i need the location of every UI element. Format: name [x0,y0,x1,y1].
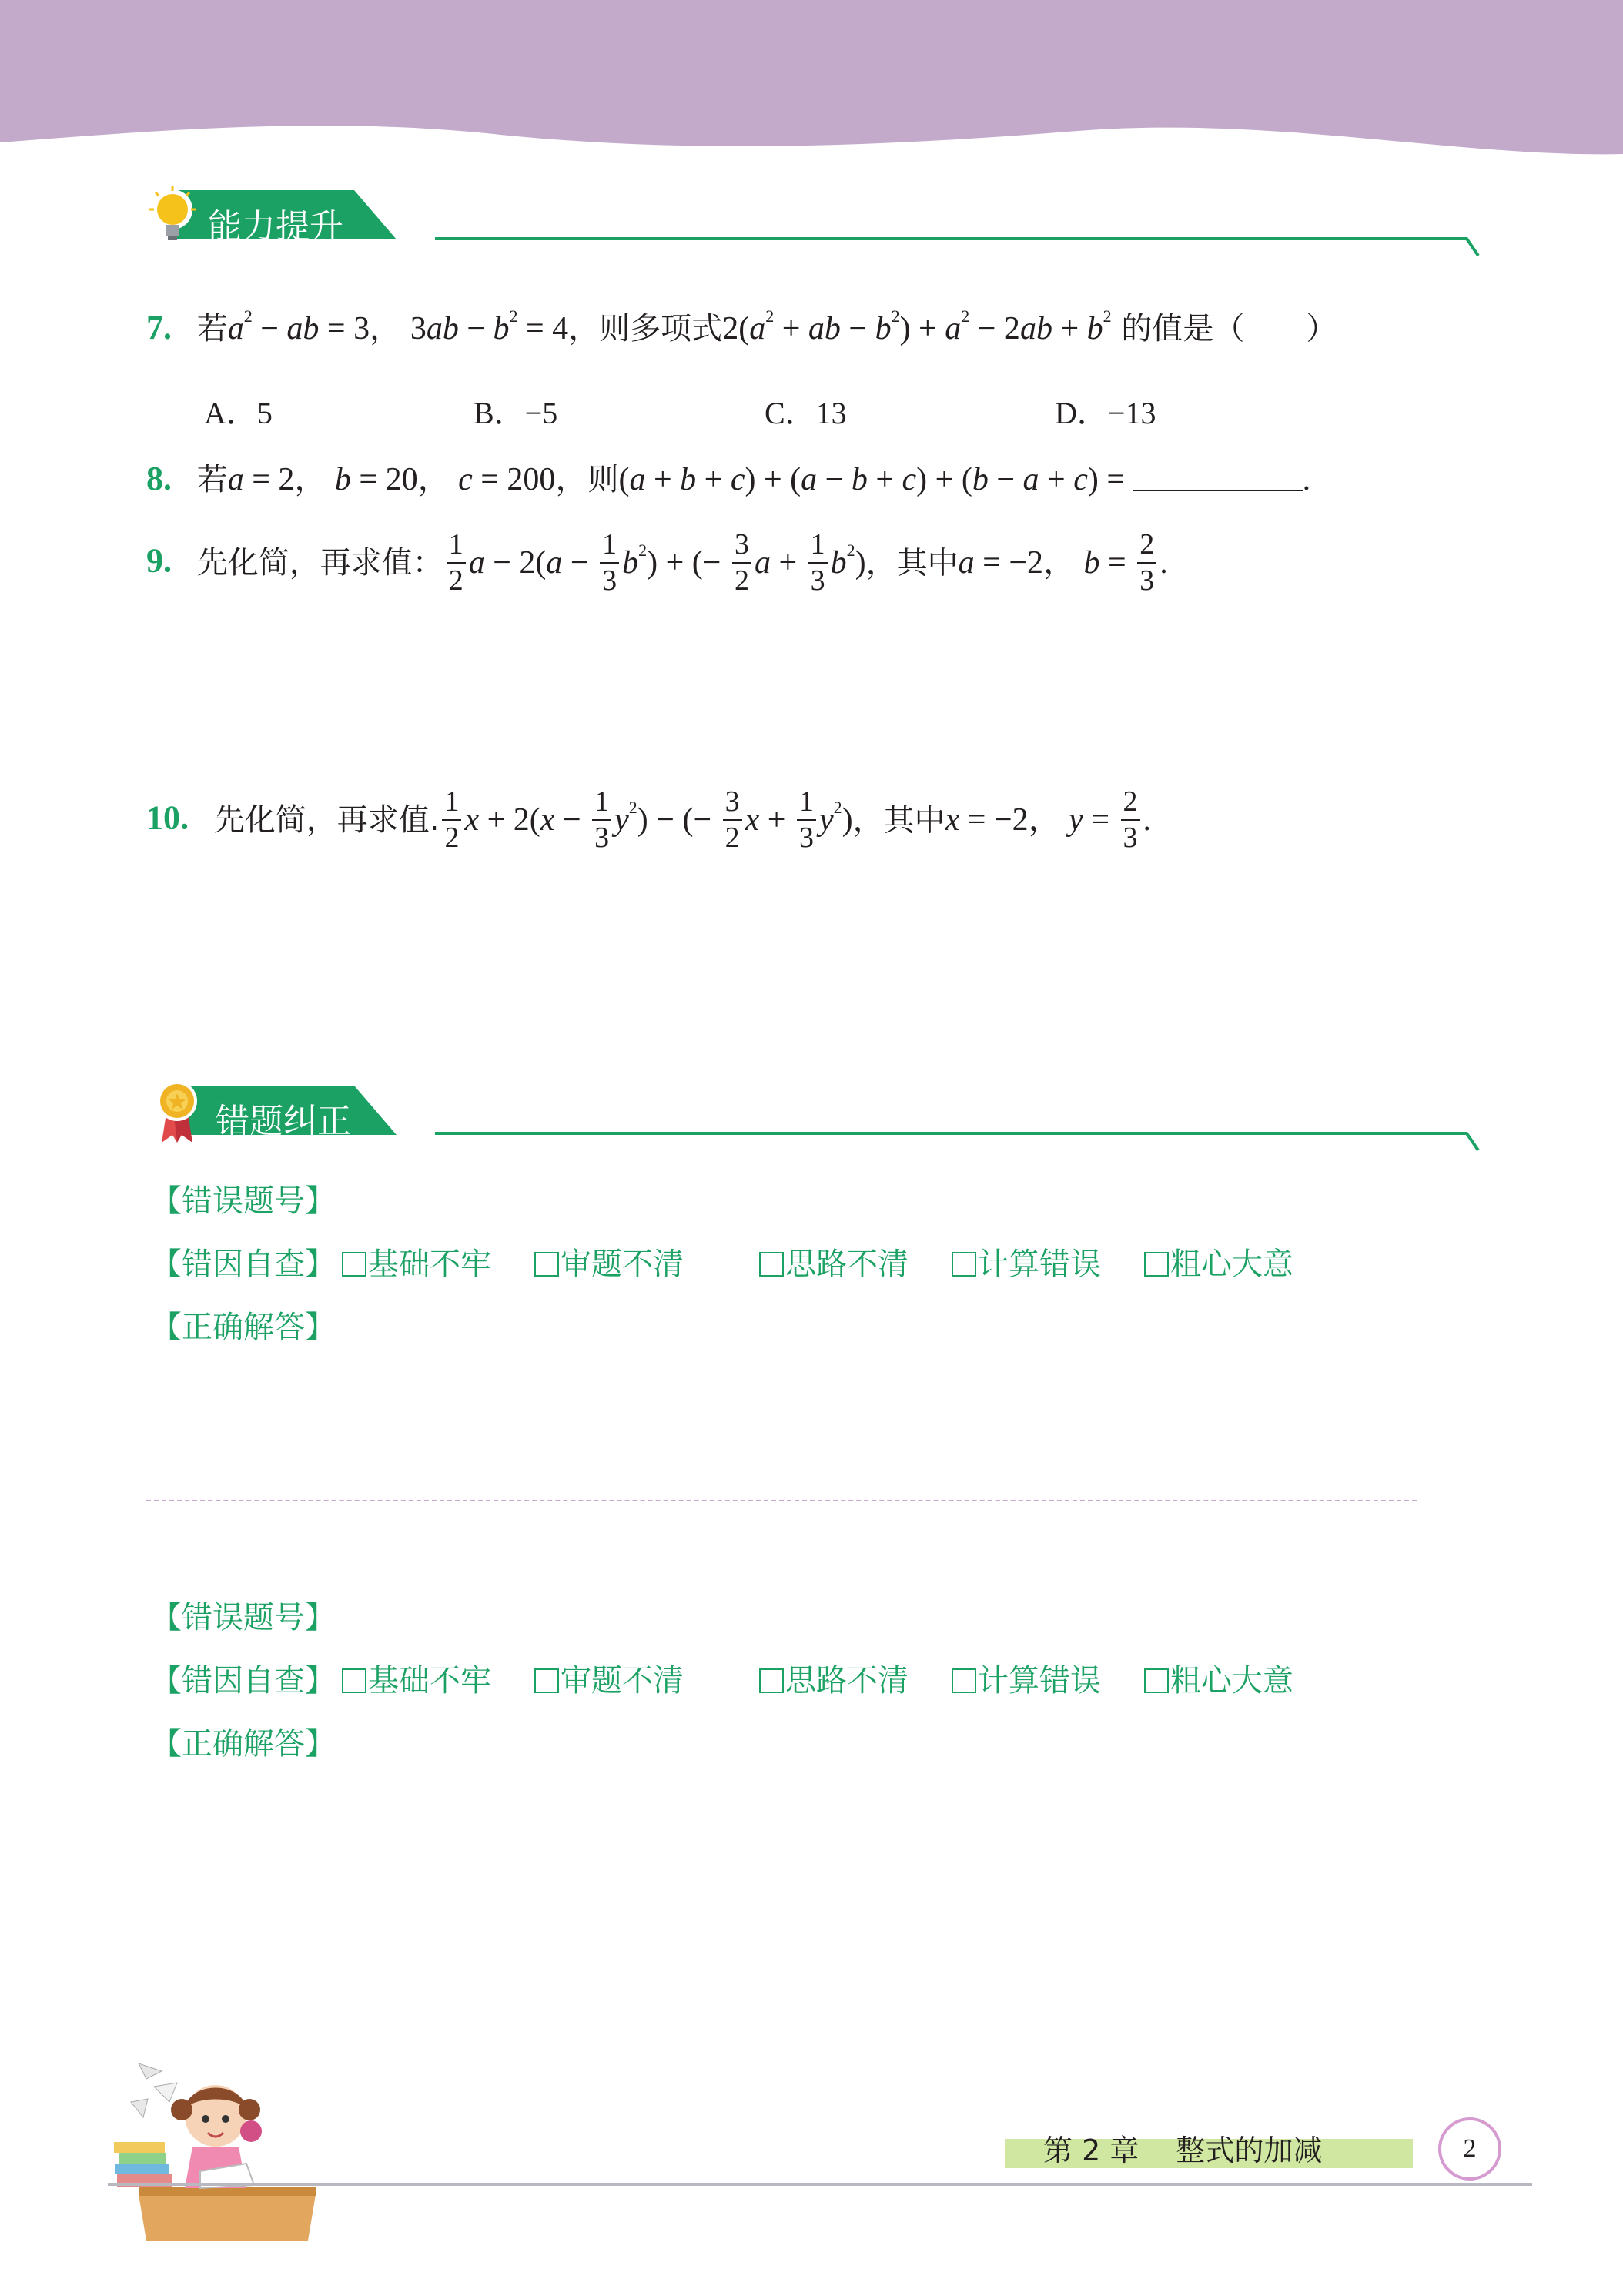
checkbox-icon[interactable] [342,1252,366,1277]
wrong-number-label: 【错误题号】 [151,1183,336,1219]
answer-blank[interactable] [1133,464,1303,491]
separator: ， [370,311,401,346]
checkbox-icon[interactable] [952,1252,976,1277]
fraction: $\frac{1}{3}$ [808,530,828,597]
page-number: 2 [1463,2134,1477,2163]
question-text: 先化简，再求值. [213,802,440,838]
question-text: ，其中 [852,802,945,838]
question-text: ，则多项式 [568,311,723,346]
fraction: $\frac{2}{3}$ [1121,787,1140,854]
checkbox-icon[interactable] [759,1668,784,1693]
checkbox-label: 审题不清 [561,1247,684,1282]
checkbox-label: 审题不清 [561,1663,684,1699]
question-number: 9. [146,541,172,580]
question-text: 则 [587,462,619,497]
question-number: 10. [146,798,189,837]
math-expression: $3ab - b^2 = 4$ [410,306,569,346]
math-expression: $a^2$ − ab = 3 [227,306,370,346]
reason-checkbox-1[interactable] [342,1240,491,1284]
fraction: $\frac{1}{2}$ [447,530,466,597]
reason-row [151,1656,336,1700]
math-expression: (a + b + c) + (a − b + c) + (b − a + c) = [618,462,1133,497]
lightbulb-icon [146,186,200,245]
period: . [1143,802,1152,838]
checkbox-icon[interactable] [759,1252,784,1277]
wrong-number-label: 【错误题号】 [151,1600,336,1635]
student-illustration [108,2048,323,2248]
reason-checkbox-4[interactable] [952,1240,1101,1284]
section-rule-line [435,1126,1482,1156]
question-text: 若 [196,462,228,497]
correct-answer-label: 【正确解答】 [151,1310,336,1345]
fraction: $\frac{1}{3}$ [797,787,816,854]
correct-answer-label: 【正确解答】 [151,1726,336,1762]
checkbox-label: 思路不清 [785,1247,909,1282]
page-number-badge [1438,2117,1501,2181]
checkbox-label: 思路不清 [785,1663,909,1699]
section-title-ability: 能力提升 [208,207,343,246]
checkbox-label: 计算错误 [978,1247,1101,1282]
footer-rule [108,2183,1532,2186]
period: . [1302,462,1311,497]
option-d[interactable]: D．−13 [1055,396,1156,430]
option-a[interactable]: A．5 [204,396,273,430]
reason-label: 【错因自查】 [151,1247,336,1282]
reason-checkbox-2[interactable] [534,1240,684,1284]
chapter-label [1043,2127,1322,2169]
dashed-divider [146,1500,1417,1501]
question-text: 的值是（ ） [1121,311,1337,346]
math-expression: a = 2， b = 20， c = 200， [227,462,588,497]
section-rule-line [435,231,1482,262]
fraction: $\frac{1}{3}$ [592,787,611,854]
checkbox-label: 粗心大意 [1170,1247,1293,1282]
reason-checkbox-4[interactable] [952,1656,1101,1700]
checkbox-icon[interactable] [342,1668,366,1693]
fraction: $\frac{2}{3}$ [1137,530,1156,597]
checkbox-icon[interactable] [534,1668,559,1693]
section-title-errors: 错题纠正 [216,1102,351,1141]
fraction: $\frac{1}{2}$ [442,787,461,854]
reason-checkbox-2[interactable] [534,1656,684,1700]
reason-checkbox-5[interactable] [1144,1656,1293,1700]
checkbox-label: 基础不牢 [368,1663,491,1699]
checkbox-icon[interactable] [952,1668,976,1693]
fraction: $\frac{3}{2}$ [732,530,751,597]
checkbox-label: 粗心大意 [1170,1663,1293,1699]
math-expression: $2(a^2$ + ab − $b^2) + a^2 - 2ab + b^2$ [722,306,1112,346]
reason-checkbox-5[interactable] [1144,1240,1293,1284]
reason-label: 【错因自查】 [151,1663,336,1699]
checkbox-icon[interactable] [1144,1668,1169,1693]
option-c[interactable]: C．13 [765,396,847,430]
question-text: ，其中 [865,545,959,581]
question-text: 若 [196,311,228,346]
medal-icon [154,1079,200,1144]
question-text: 先化简，再求值： [196,545,443,581]
option-b[interactable]: B．−5 [474,396,558,430]
checkbox-icon[interactable] [1144,1252,1169,1277]
chapter-number: 第 2 章 [1043,2134,1139,2167]
period: . [1160,545,1168,581]
question-number: 8. [146,460,172,497]
top-wave-banner [0,0,1623,177]
question-number: 7. [146,309,172,346]
reason-row [151,1240,336,1284]
checkbox-label: 计算错误 [978,1663,1101,1699]
reason-checkbox-3[interactable] [759,1240,909,1284]
chapter-title: 整式的加减 [1176,2134,1323,2167]
reason-checkbox-3[interactable] [759,1656,909,1700]
fraction: $\frac{3}{2}$ [723,787,742,854]
fraction: $\frac{1}{3}$ [600,530,619,597]
reason-checkbox-1[interactable] [342,1656,491,1700]
checkbox-icon[interactable] [534,1252,559,1277]
checkbox-label: 基础不牢 [368,1247,491,1282]
